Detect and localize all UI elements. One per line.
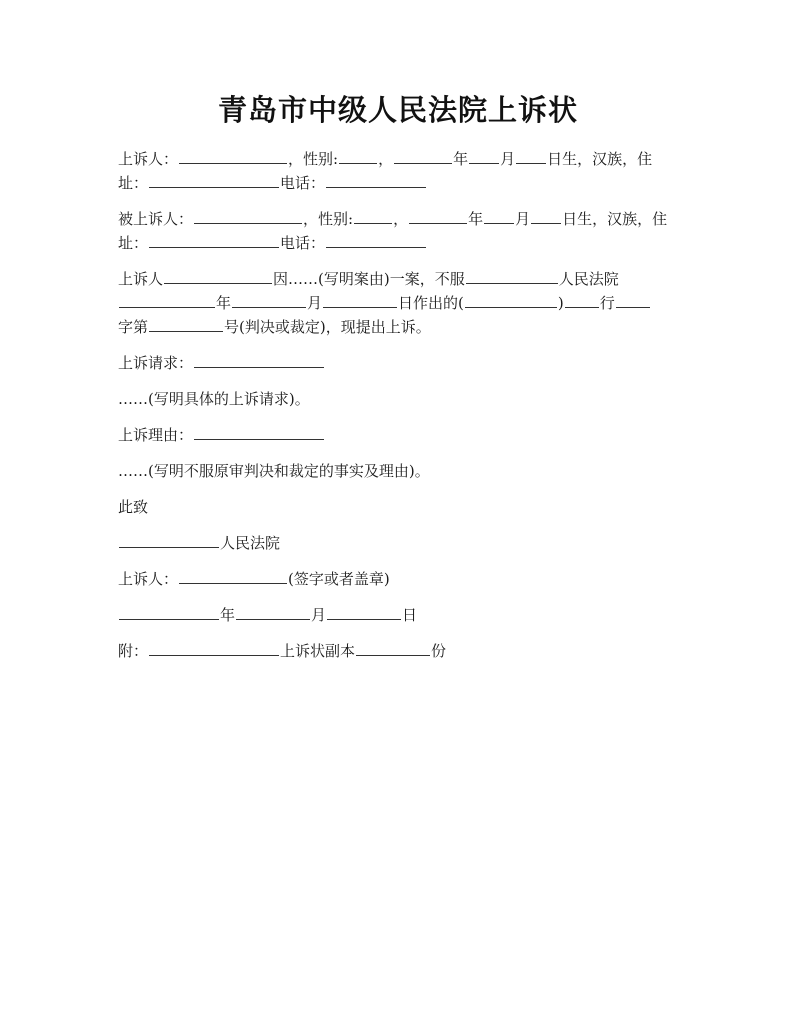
appellee-birth-month-blank[interactable]	[484, 208, 514, 224]
case-appellant-blank[interactable]	[164, 268, 272, 284]
date-line: 年 月 日	[118, 604, 688, 626]
appellant-birth-year-blank[interactable]	[394, 148, 452, 164]
appellee-name-blank[interactable]	[194, 208, 302, 224]
request-detail: ……(写明具体的上诉请求)。	[118, 390, 310, 408]
closing-salutation: 此致	[118, 498, 149, 516]
signature-line: 上诉人： (签字或者盖章)	[118, 570, 390, 588]
copies-count-blank[interactable]	[356, 640, 430, 656]
reason-blank[interactable]	[194, 424, 324, 440]
case-month-blank[interactable]	[232, 292, 306, 308]
request-line: 上诉请求：	[118, 352, 688, 374]
appellant-phone-blank[interactable]	[326, 172, 426, 188]
attachment-blank[interactable]	[149, 640, 279, 656]
case-number-blank[interactable]	[149, 316, 223, 332]
appellant-info-line-2: 址： 电话：	[118, 172, 688, 194]
signature-blank[interactable]	[179, 568, 287, 584]
attachment-line: 附： 上诉状副本 份	[118, 642, 447, 660]
appellee-phone-blank[interactable]	[326, 232, 426, 248]
appellant-birth-month-blank[interactable]	[469, 148, 499, 164]
case-doc-year-blank[interactable]	[465, 292, 557, 308]
case-line-1: 上诉人 因……(写明案由)一案，不服 人民法院	[118, 270, 619, 288]
appellant-birth-day-blank[interactable]	[516, 148, 546, 164]
appellee-info-line-2: 址： 电话：	[118, 232, 688, 254]
appellant-info-line-1: 上诉人： ，性别: ， 年 月 日生，汉族，住	[118, 150, 653, 168]
appellant-name-blank[interactable]	[179, 148, 287, 164]
date-day-blank[interactable]	[327, 604, 401, 620]
appellee-birth-year-blank[interactable]	[409, 208, 467, 224]
request-blank[interactable]	[194, 352, 324, 368]
page-title: 青岛市中级人民法院上诉状	[217, 93, 578, 127]
appellee-gender-blank[interactable]	[354, 208, 392, 224]
date-year-blank[interactable]	[119, 604, 219, 620]
case-day-blank[interactable]	[323, 292, 397, 308]
closing-court-blank[interactable]	[119, 532, 219, 548]
case-year-blank[interactable]	[119, 292, 215, 308]
case-doc-type-blank[interactable]	[565, 292, 599, 308]
appellee-info-line-1: 被上诉人： ，性别: ， 年 月 日生，汉族，住	[118, 210, 668, 228]
reason-detail: ……(写明不服原审判决和裁定的事实及理由)。	[118, 462, 430, 480]
case-original-court-blank[interactable]	[466, 268, 558, 284]
reason-line: 上诉理由：	[118, 424, 688, 446]
appellant-address-blank[interactable]	[149, 172, 279, 188]
case-line-2: 年 月 日作出的( ) 行	[118, 292, 688, 314]
date-month-blank[interactable]	[236, 604, 310, 620]
appellant-gender-blank[interactable]	[339, 148, 377, 164]
closing-court-line: 人民法院	[118, 532, 688, 554]
case-doc-prefix-blank[interactable]	[616, 292, 650, 308]
case-line-3: 字第 号(判决或裁定)，现提出上诉。	[118, 318, 431, 336]
appellee-address-blank[interactable]	[149, 232, 279, 248]
appellee-birth-day-blank[interactable]	[531, 208, 561, 224]
